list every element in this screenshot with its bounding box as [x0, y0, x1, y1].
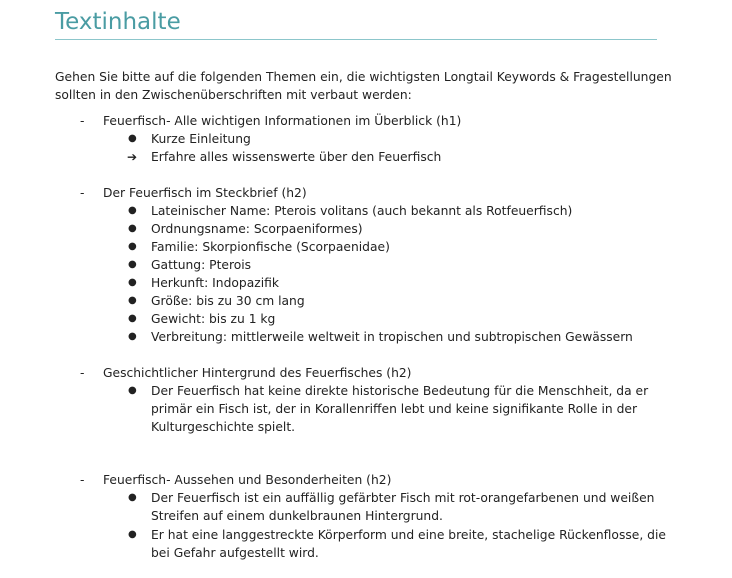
bullet-icon: ● [128, 277, 137, 288]
bullet-icon: ● [128, 133, 137, 144]
list-item-line: Er hat eine langgestreckte Körperform und eine breite, stachelige Rückenflosse, die [151, 528, 666, 542]
dash-marker: - [80, 473, 85, 487]
bullet-icon: ● [128, 205, 137, 216]
list-item: Erfahre alles wissenswerte über den Feuerfisch [151, 150, 442, 164]
bullet-icon: ● [128, 295, 137, 306]
list-item-line: Kulturgeschichte spielt. [151, 420, 296, 434]
bullet-icon: ● [128, 223, 137, 234]
list-item: Größe: bis zu 30 cm lang [151, 294, 305, 308]
list-item-line: bei Gefahr aufgestellt wird. [151, 546, 319, 560]
list-item: Gewicht: bis zu 1 kg [151, 312, 276, 326]
dash-marker: - [80, 366, 85, 380]
page-title: Textinhalte [55, 9, 181, 35]
list-item: Ordnungsname: Scorpaeniformes) [151, 222, 363, 236]
list-item: Lateinischer Name: Pterois volitans (auch bekannt als Rotfeuerfisch) [151, 204, 573, 218]
bullet-icon: ● [128, 331, 137, 342]
dash-marker: - [80, 186, 85, 200]
section-heading-h1: Feuerfisch- Alle wichtigen Informationen im Überblick (h1) [103, 114, 462, 128]
arrow-right-icon: ➔ [127, 150, 138, 164]
list-item: Herkunft: Indopazifik [151, 276, 280, 290]
list-item-line: Der Feuerfisch ist ein auffällig gefärbter Fisch mit rot-orangefarbenen und weißen [151, 491, 655, 505]
dash-marker: - [80, 114, 85, 128]
list-item: Verbreitung: mittlerweile weltweit in tropischen und subtropischen Gewässern [151, 330, 633, 344]
section-heading-geschichte: Geschichtlicher Hintergrund des Feuerfisches (h2) [103, 366, 412, 380]
bullet-icon: ● [128, 259, 137, 270]
bullet-icon: ● [128, 241, 137, 252]
bullet-icon: ● [128, 529, 137, 540]
bullet-icon: ● [128, 385, 137, 396]
list-item-line: primär ein Fisch ist, der in Korallenriffen lebt und keine signifikante Rolle in der [151, 402, 638, 416]
title-underline [55, 39, 657, 40]
section-heading-steckbrief: Der Feuerfisch im Steckbrief (h2) [103, 186, 307, 200]
bullet-icon: ● [128, 492, 137, 503]
intro-line-1: Gehen Sie bitte auf die folgenden Themen ein, die wichtigsten Longtail Keywords & Fragestellungen [55, 70, 672, 84]
intro-line-2: sollten in den Zwischenüberschriften mit verbaut werden: [55, 88, 412, 102]
list-item: Gattung: Pterois [151, 258, 252, 272]
bullet-icon: ● [128, 313, 137, 324]
list-item: Kurze Einleitung [151, 132, 251, 146]
list-item: Familie: Skorpionfische (Scorpaenidae) [151, 240, 390, 254]
list-item-line: Streifen auf einem dunkelbraunen Hintergrund. [151, 509, 443, 523]
list-item-line: Der Feuerfisch hat keine direkte historische Bedeutung für die Menschheit, da er [151, 384, 649, 398]
section-heading-aussehen: Feuerfisch- Aussehen und Besonderheiten (h2) [103, 473, 392, 487]
